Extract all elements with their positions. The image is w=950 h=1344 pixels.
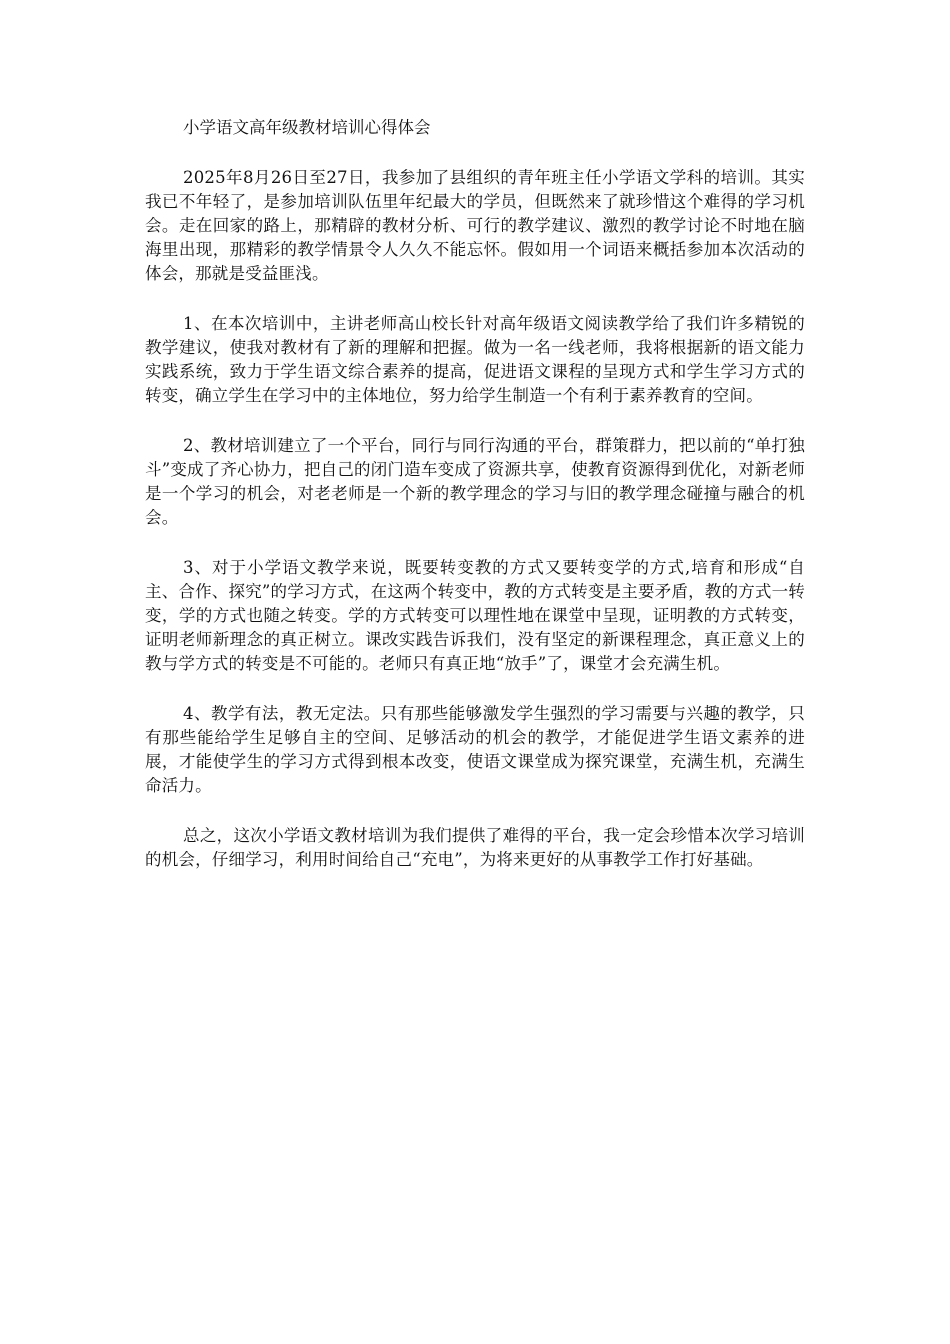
paragraph-point-4: 4、教学有法，教无定法。只有那些能够激发学生强烈的学习需要与兴趣的教学，只有那些能给学生足够自主的空间、足够活动的机会的教学，才能促进学生语文素养的进展，才能使学生的学习方式得到根本改变，使语文课堂成为探究课堂，充满生机，充满生命活力。	[145, 704, 805, 795]
document-title: 小学语文高年级教材培训心得体会	[183, 118, 431, 137]
paragraph-conclusion: 总之，这次小学语文教材培训为我们提供了难得的平台，我一定会珍惜本次学习培训的机会，仔细学习，利用时间给自己“充电”，为将来更好的从事教学工作打好基础。	[145, 826, 805, 869]
paragraph-point-2: 2、教材培训建立了一个平台，同行与同行沟通的平台，群策群力，把以前的“单打独斗”变成了齐心协力，把自己的闭门造车变成了资源共享，使教育资源得到优化，对新老师是一个学习的机会，对老老师是一个新的教学理念的学习与旧的教学理念碰撞与融合的机会。	[145, 436, 805, 527]
paragraph-point-1: 1、在本次培训中，主讲老师高山校长针对高年级语文阅读教学给了我们许多精锐的教学建议，使我对教材有了新的理解和把握。做为一名一线老师，我将根据新的语文能力实践系统，致力于学生语文综合素养的提高，促进语文课程的呈现方式和学生学习方式的转变，确立学生在学习中的主体地位，努力给学生制造一个有利于素养教育的空间。	[145, 314, 805, 405]
document-body	[145, 116, 805, 898]
paragraph-intro: 2025年8月26日至27日，我参加了县组织的青年班主任小学语文学科的培训。其实我已不年轻了，是参加培训队伍里年纪最大的学员，但既然来了就珍惜这个难得的学习机会。走在回家的路上，那精辟的教材分析、可行的教学建议、激烈的教学讨论不时地在脑海里出现，那精彩的教学情景令人久久不能忘怀。假如用一个词语来概括参加本次活动的体会，那就是受益匪浅。	[145, 168, 805, 283]
paragraph-point-3: 3、对于小学语文教学来说，既要转变教的方式又要转变学的方式,培育和形成“自主、合作、探究”的学习方式，在这两个转变中，教的方式转变是主要矛盾，教的方式一转变，学的方式也随之转变。学的方式转变可以理性地在课堂中呈现，证明教的方式转变，证明老师新理念的真正树立。课改实践告诉我们，没有坚定的新课程理念，真正意义上的教与学方式的转变是不可能的。老师只有真正地“放手”了，课堂才会充满生机。	[145, 558, 805, 673]
